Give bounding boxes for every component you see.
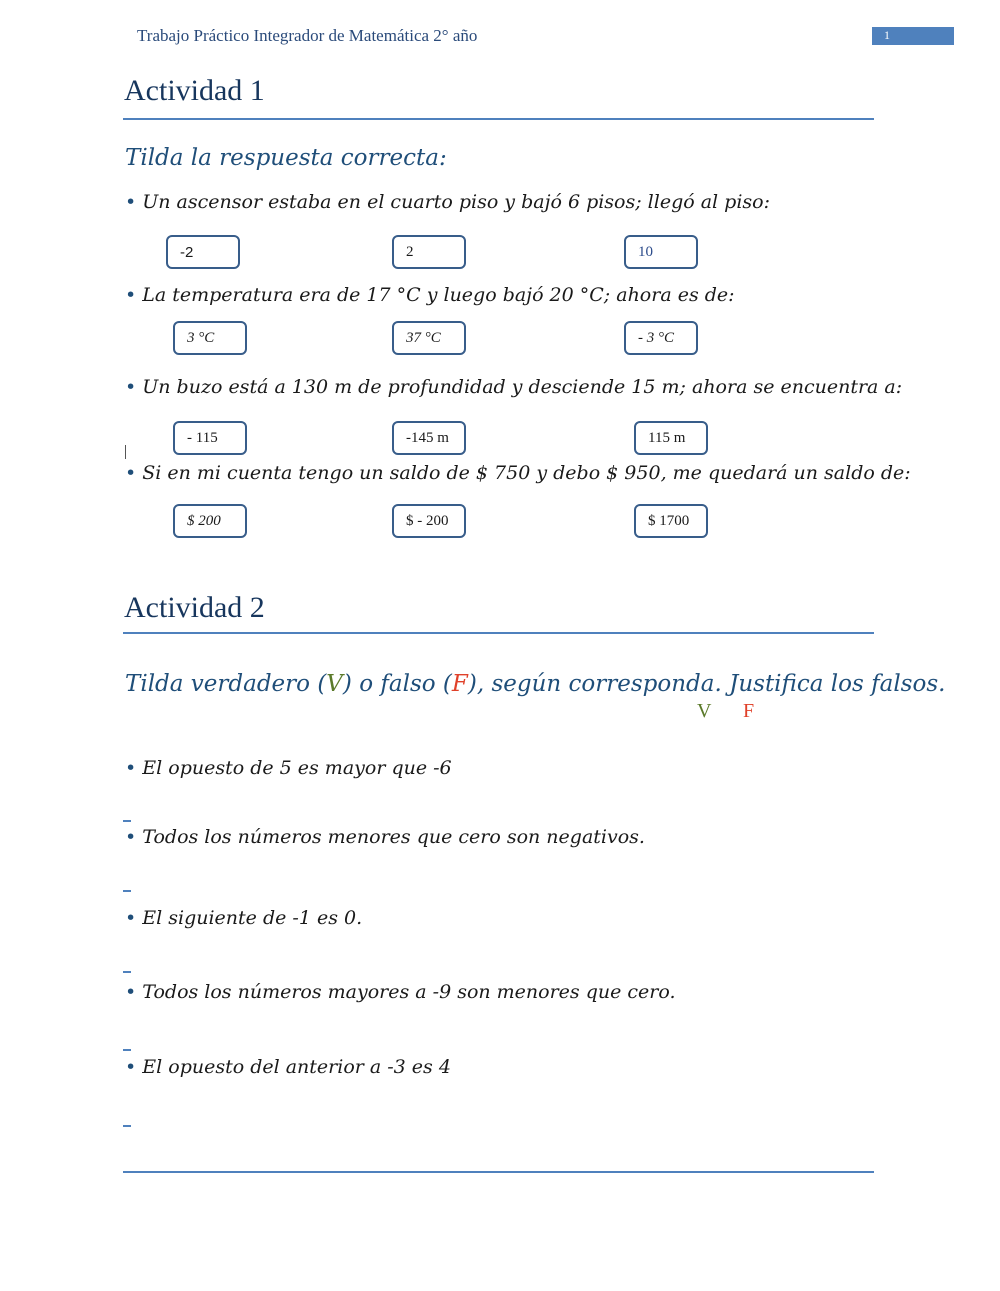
statement-1 bbox=[125, 757, 452, 779]
bullet: • bbox=[125, 1056, 137, 1078]
answer-line-3[interactable] bbox=[123, 971, 131, 973]
footer-rule bbox=[123, 1171, 874, 1173]
instruction-part: ) o falso ( bbox=[342, 671, 452, 697]
question-4-text: Si en mi cuenta tengo un saldo de $ 750 y debo $ 950, me quedará un saldo de: bbox=[142, 462, 911, 484]
activity-2-title: Actividad 2 bbox=[124, 591, 265, 624]
q2-option-c-label: - 3 °C bbox=[638, 330, 674, 346]
q3-option-a-label: - 115 bbox=[187, 430, 218, 446]
page-number-badge bbox=[872, 27, 954, 45]
q1-option-a-label: -2 bbox=[180, 244, 194, 261]
bullet: • bbox=[125, 462, 137, 484]
statement-5-text: El opuesto del anterior a -3 es 4 bbox=[142, 1056, 451, 1078]
page-number: 1 bbox=[884, 28, 890, 42]
text-cursor bbox=[125, 445, 126, 459]
statement-3 bbox=[125, 907, 362, 929]
bullet: • bbox=[125, 757, 137, 779]
activity-1-instruction: Tilda la respuesta correcta: bbox=[125, 145, 447, 171]
instruction-v: V bbox=[326, 671, 343, 697]
q3-option-b[interactable] bbox=[392, 421, 466, 455]
instruction-f: F bbox=[451, 671, 468, 697]
question-3-text: Un buzo está a 130 m de profundidad y desciende 15 m; ahora se encuentra a: bbox=[142, 376, 903, 398]
q1-option-b[interactable] bbox=[392, 235, 466, 269]
instruction-part: Tilda verdadero ( bbox=[125, 671, 327, 697]
activity-2-instruction bbox=[125, 671, 945, 697]
bullet: • bbox=[125, 826, 137, 848]
statement-2 bbox=[125, 826, 645, 848]
answer-line-4[interactable] bbox=[123, 1049, 131, 1051]
answer-line-5[interactable] bbox=[123, 1125, 131, 1127]
q2-option-c[interactable] bbox=[624, 321, 698, 355]
q4-option-b[interactable] bbox=[392, 504, 466, 538]
document-header-title: Trabajo Práctico Integrador de Matemática 2° año bbox=[137, 26, 478, 45]
bullet: • bbox=[125, 284, 137, 306]
statement-1-text: El opuesto de 5 es mayor que -6 bbox=[142, 757, 452, 779]
statement-2-text: Todos los números menores que cero son negativos. bbox=[142, 826, 645, 848]
instruction-part: ), según corresponda. Justifica los falsos. bbox=[467, 671, 946, 697]
true-column-label: V bbox=[697, 700, 712, 722]
q3-option-b-label: -145 m bbox=[406, 430, 449, 446]
q2-option-a[interactable] bbox=[173, 321, 247, 355]
q2-option-b[interactable] bbox=[392, 321, 466, 355]
statement-4 bbox=[125, 981, 676, 1003]
q4-option-a-label: $ 200 bbox=[187, 513, 221, 529]
statement-5 bbox=[125, 1056, 451, 1078]
q3-option-a[interactable] bbox=[173, 421, 247, 455]
activity-1-title: Actividad 1 bbox=[124, 74, 265, 107]
q4-option-b-label: $ - 200 bbox=[406, 513, 449, 529]
activity-2-rule bbox=[123, 632, 874, 634]
statement-4-text: Todos los números mayores a -9 son menores que cero. bbox=[142, 981, 676, 1003]
question-1 bbox=[125, 191, 770, 213]
statement-3-text: El siguiente de -1 es 0. bbox=[142, 907, 363, 929]
question-2-text: La temperatura era de 17 °C y luego bajó 20 °C; ahora es de: bbox=[142, 284, 735, 306]
q1-option-b-label: 2 bbox=[406, 244, 414, 260]
q1-option-c-label: 10 bbox=[638, 244, 653, 260]
q1-option-a[interactable] bbox=[166, 235, 240, 269]
q2-option-a-label: 3 °C bbox=[187, 330, 215, 346]
q2-option-b-label: 37 °C bbox=[406, 330, 441, 346]
bullet: • bbox=[125, 376, 137, 398]
question-1-text: Un ascensor estaba en el cuarto piso y bajó 6 pisos; llegó al piso: bbox=[142, 191, 770, 213]
false-column-label: F bbox=[743, 700, 755, 722]
question-4 bbox=[125, 462, 911, 484]
answer-line-1[interactable] bbox=[123, 820, 131, 822]
q4-option-a[interactable] bbox=[173, 504, 247, 538]
question-2 bbox=[125, 284, 735, 306]
bullet: • bbox=[125, 191, 137, 213]
bullet: • bbox=[125, 981, 137, 1003]
q3-option-c-label: 115 m bbox=[648, 430, 686, 446]
q3-option-c[interactable] bbox=[634, 421, 708, 455]
q1-option-c[interactable] bbox=[624, 235, 698, 269]
question-3 bbox=[125, 376, 902, 398]
q4-option-c-label: $ 1700 bbox=[648, 513, 690, 529]
activity-1-rule bbox=[123, 118, 874, 120]
answer-line-2[interactable] bbox=[123, 890, 131, 892]
bullet: • bbox=[125, 907, 137, 929]
q4-option-c[interactable] bbox=[634, 504, 708, 538]
